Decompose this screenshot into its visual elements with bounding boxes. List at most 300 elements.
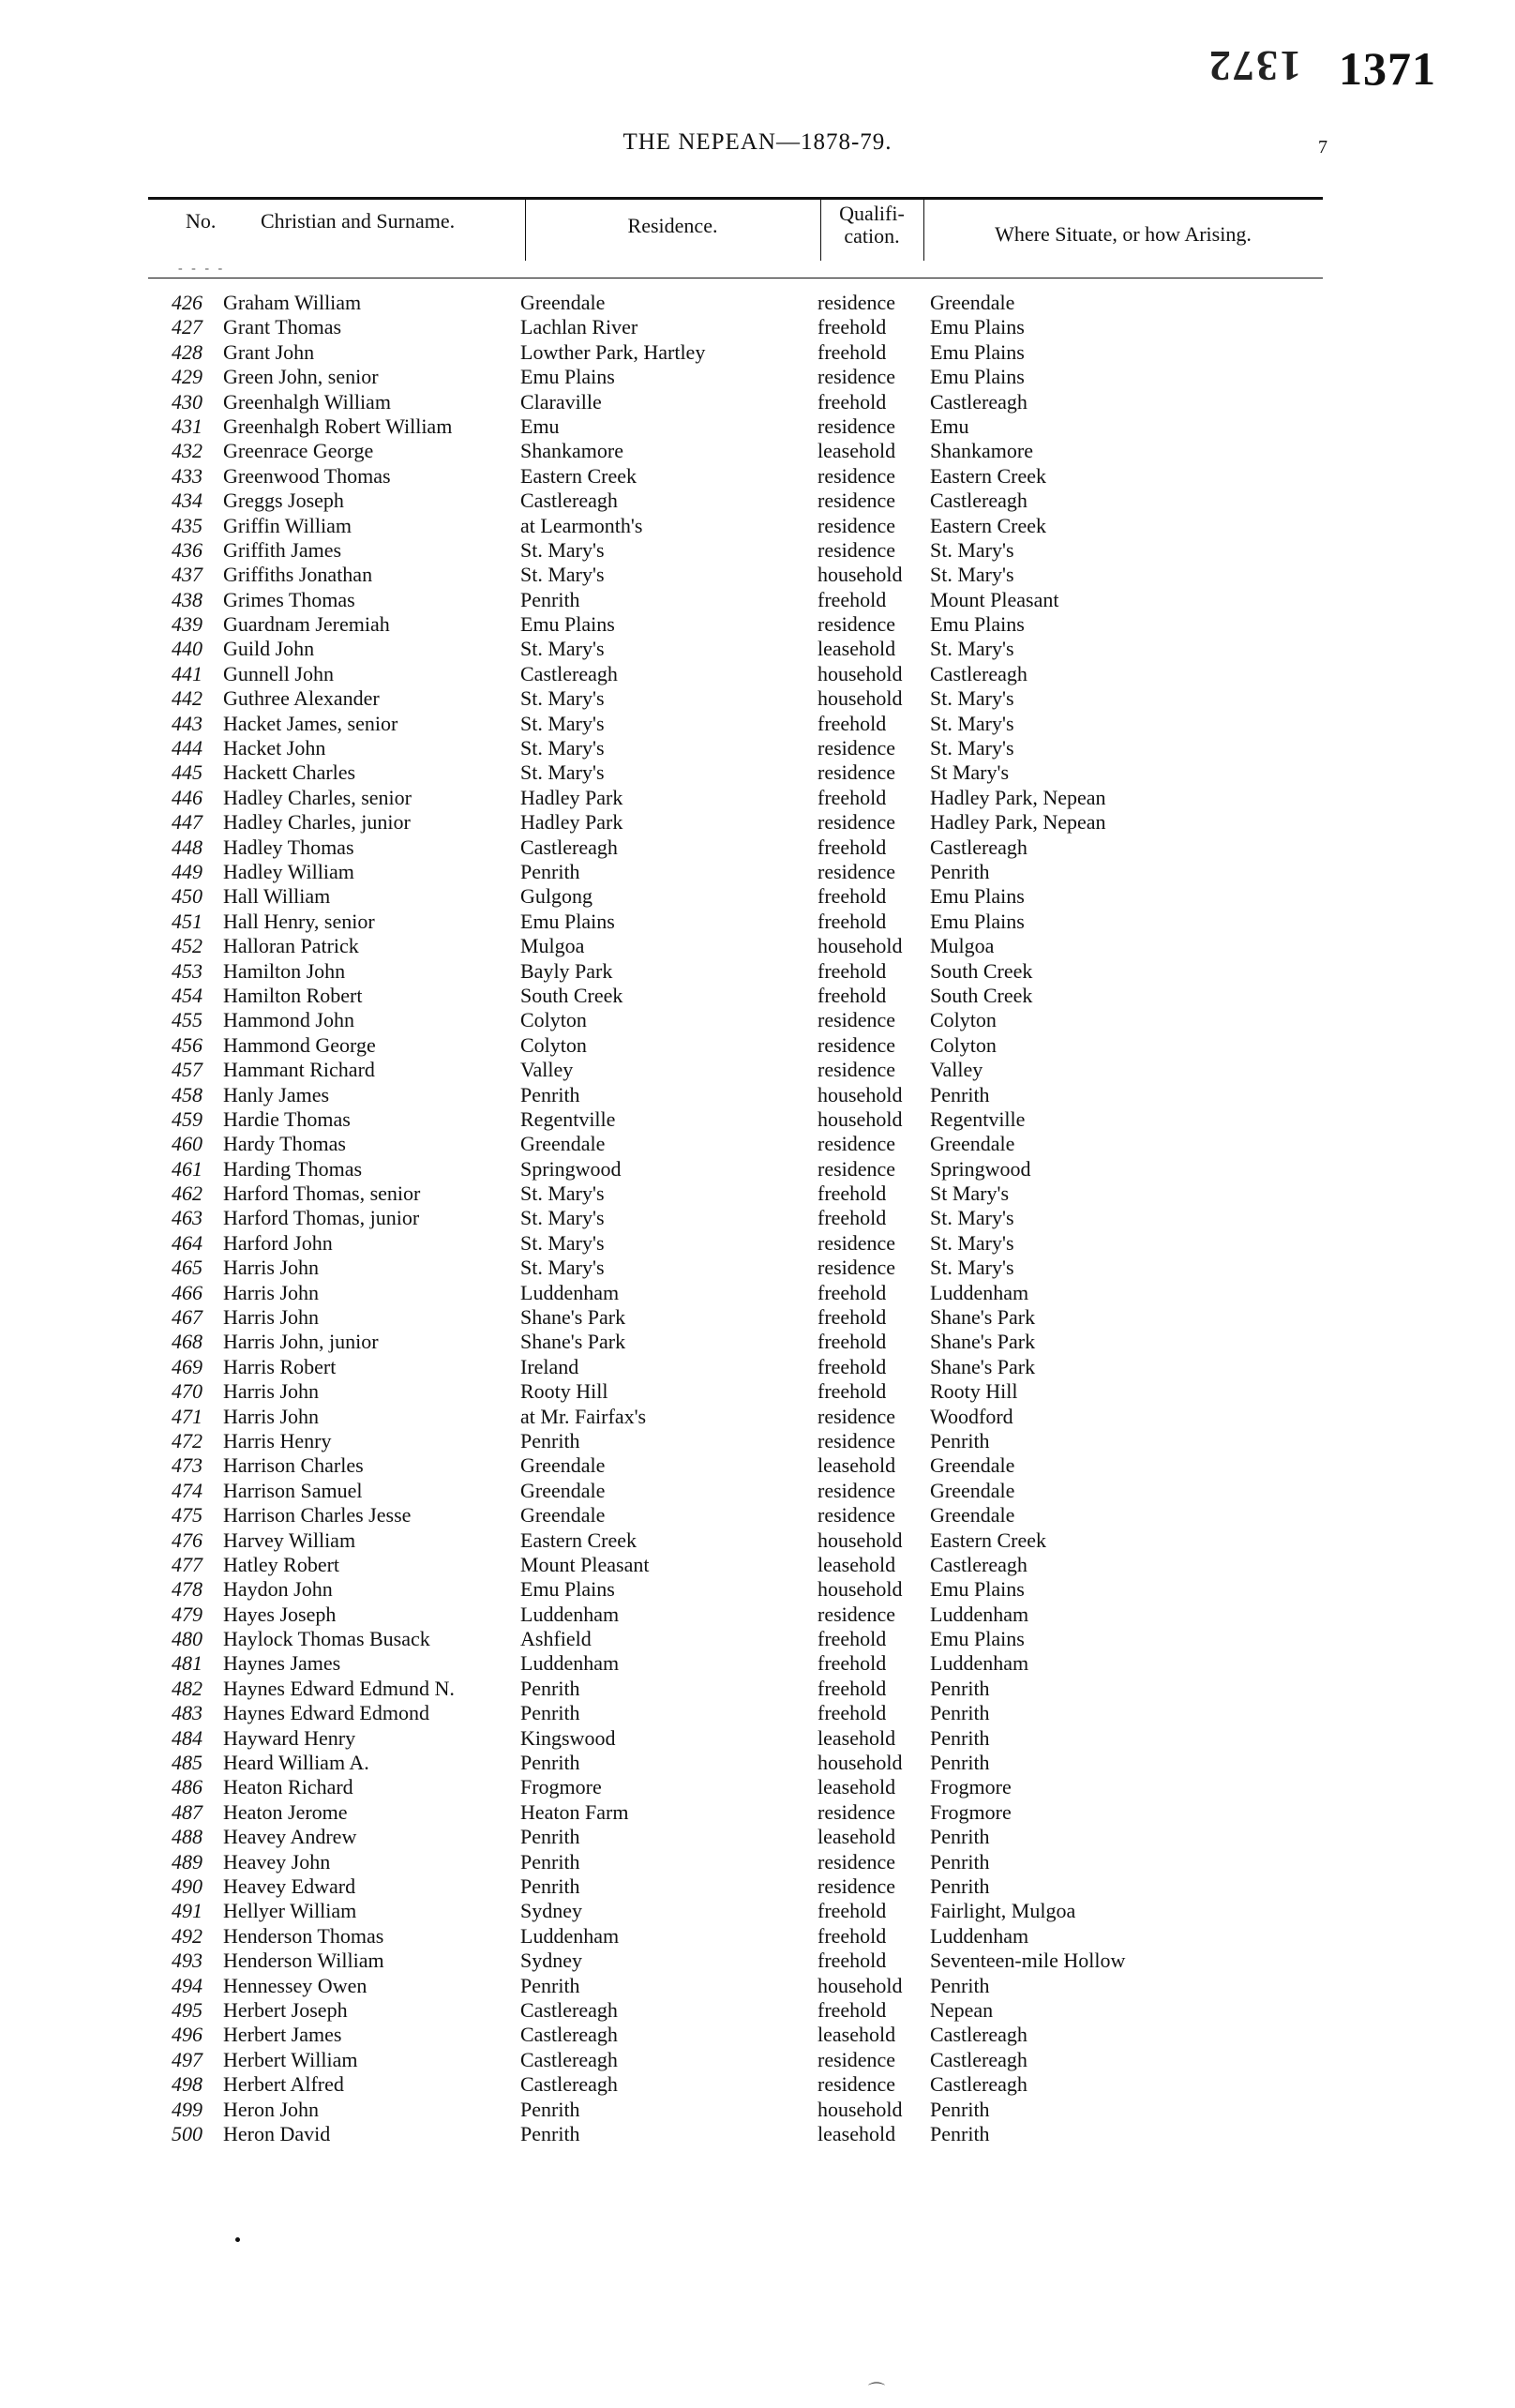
where-situate: South Creek [930,958,1033,983]
table-row [0,1775,1515,1799]
where-situate: St. Mary's [930,711,1014,735]
voter-name: Harford Thomas, junior [223,1206,420,1230]
qualification: residence [818,612,896,637]
residence: Emu [520,414,560,438]
where-situate: Castlereagh [930,1552,1028,1576]
table-row [0,1603,1515,1627]
voter-name: Guardnam Jeremiah [223,612,390,637]
voter-name: Harris John [223,1305,320,1330]
entry-number: 445 [172,760,202,785]
voter-name: Harris Henry [223,1428,332,1452]
where-situate: Penrith [930,1751,990,1775]
where-situate: Nepean [930,1997,994,2022]
electoral-roll-table [0,291,1515,2146]
residence: Greendale [520,291,606,314]
voter-name: Graham William [223,291,362,314]
residence: Hadley Park [520,810,623,835]
where-situate: St. Mary's [930,537,1014,562]
where-situate: Eastern Creek [930,513,1046,537]
voter-name: Harford Thomas, senior [223,1181,421,1206]
table-row [0,1677,1515,1701]
table-row [0,835,1515,860]
qualification: freehold [818,1354,887,1378]
table-row [0,538,1515,563]
qualification: freehold [818,1280,887,1304]
table-row [0,1701,1515,1725]
qualification: household [818,934,903,958]
voter-name: Heavey Andrew [223,1825,357,1849]
voter-name: Guthree Alexander [223,686,380,711]
voter-name: Henderson William [223,1949,384,1973]
table-row [0,1181,1515,1206]
where-situate: Seventeen-mile Hollow [930,1949,1126,1973]
voter-name: Griffiths Jonathan [223,563,373,587]
table-row [0,1256,1515,1280]
where-situate: Hadley Park, Nepean [930,810,1106,835]
qualification: residence [818,2072,896,2097]
qualification: residence [818,1132,896,1156]
voter-name: Herbert Joseph [223,1997,348,2022]
residence: St. Mary's [520,537,605,562]
voter-name: Harrison Charles Jesse [223,1503,412,1528]
residence: Emu Plains [520,365,615,389]
residence: Greendale [520,1478,606,1502]
where-situate: Castlereagh [930,2047,1028,2071]
qualification: freehold [818,339,887,364]
entry-number: 435 [172,513,202,537]
table-row [0,2072,1515,2097]
table-row [0,1083,1515,1107]
residence: Shankamore [520,439,623,463]
entry-number: 471 [172,1404,202,1428]
entry-number: 451 [172,909,202,933]
entry-number: 458 [172,1082,202,1106]
qualification: residence [818,810,896,835]
entry-number: 436 [172,537,202,562]
table-row [0,1998,1515,2023]
residence: Greendale [520,1453,606,1478]
where-situate: Mulgoa [930,934,995,958]
voter-name: Haylock Thomas Busack [223,1627,430,1651]
where-situate: St. Mary's [930,1206,1014,1230]
entry-number: 464 [172,1230,202,1255]
entry-number: 442 [172,686,202,711]
header-residence: Residence. [627,214,718,237]
residence: Castlereagh [520,2047,618,2071]
qualification: household [818,1577,903,1602]
table-row [0,1553,1515,1577]
voter-name: Hammant Richard [223,1058,375,1082]
voter-name: Hayes Joseph [223,1602,337,1626]
entry-number: 486 [172,1775,202,1799]
residence: Lachlan River [520,315,638,339]
entry-number: 477 [172,1552,202,1576]
table-row [0,414,1515,439]
residence: Bayly Park [520,958,613,983]
voter-name: Heavey John [223,1849,331,1874]
table-row [0,1874,1515,1899]
where-situate: Hadley Park, Nepean [930,785,1106,809]
qualification: residence [818,736,896,760]
header-qualification-line1: Qualifi- [839,202,905,225]
residence: Shane's Park [520,1305,626,1330]
where-situate: Penrith [930,2097,990,2121]
where-situate: St. Mary's [930,563,1014,587]
voter-name: Haynes Edward Edmond [223,1701,429,1725]
table-row [0,1627,1515,1651]
residence: Luddenham [520,1602,620,1626]
residence: at Learmonth's [520,513,643,537]
voter-name: Hanly James [223,1082,330,1106]
table-row [0,1751,1515,1775]
entry-number: 448 [172,835,202,859]
qualification: freehold [818,884,887,909]
entry-number: 434 [172,489,202,513]
header-where: Where Situate, or how Arising. [995,222,1252,246]
table-row [0,959,1515,984]
table-row [0,1405,1515,1429]
where-situate: Luddenham [930,1602,1029,1626]
entry-number: 474 [172,1478,202,1502]
residence: Castlereagh [520,2072,618,2097]
where-situate: Springwood [930,1156,1031,1181]
voter-name: Heaton Jerome [223,1799,348,1824]
table-row [0,1379,1515,1404]
voter-name: Hennessey Owen [223,1973,368,1997]
table-row [0,810,1515,835]
entry-number: 461 [172,1156,202,1181]
footer-mark: ⌒ [868,2382,885,2400]
table-row [0,1429,1515,1453]
entry-number: 475 [172,1503,202,1528]
voter-name: Hacket James, senior [223,711,398,735]
header-qualification-line2: cation. [844,224,900,248]
entry-number: 446 [172,785,202,809]
residence: Penrith [520,2121,580,2145]
entry-number: 444 [172,736,202,760]
qualification: freehold [818,1923,887,1948]
where-situate: Greendale [930,1503,1015,1528]
residence: Penrith [520,1874,580,1898]
residence: Sydney [520,1899,582,1923]
where-situate: Castlereagh [930,489,1028,513]
where-situate: Emu Plains [930,365,1025,389]
table-row [0,612,1515,637]
entry-number: 492 [172,1923,202,1948]
voter-name: Greenhalgh William [223,389,391,414]
entry-number: 460 [172,1132,202,1156]
qualification: household [818,1973,903,1997]
qualification: leasehold [818,1775,896,1799]
qualification: freehold [818,587,887,611]
residence: Penrith [520,859,580,883]
where-situate: Frogmore [930,1799,1012,1824]
qualification: freehold [818,1701,887,1725]
table-row [0,439,1515,463]
residence: Penrith [520,1676,580,1700]
header-qualification [820,203,923,248]
table-row [0,637,1515,661]
table-row [0,1479,1515,1503]
residence: Luddenham [520,1280,620,1304]
table-row [0,588,1515,612]
header-dashes: - - - - [178,262,226,276]
residence: Mulgoa [520,934,585,958]
residence: St. Mary's [520,686,605,711]
entry-number: 469 [172,1354,202,1378]
entry-number: 499 [172,2097,202,2121]
where-situate: Valley [930,1058,983,1082]
qualification: residence [818,1230,896,1255]
voter-name: Grant John [223,339,315,364]
voter-name: Hall Henry, senior [223,909,375,933]
table-row [0,1330,1515,1354]
table-row [0,1949,1515,1973]
where-situate: Penrith [930,859,990,883]
residence: Emu Plains [520,612,615,637]
residence: Penrith [520,1849,580,1874]
residence: Penrith [520,1825,580,1849]
voter-name: Heron David [223,2121,331,2145]
qualification: residence [818,1428,896,1452]
where-situate: Greendale [930,1453,1015,1478]
where-situate: Shankamore [930,439,1033,463]
residence: Hadley Park [520,785,623,809]
table-row [0,1899,1515,1923]
qualification: freehold [818,711,887,735]
qualification: household [818,1106,903,1131]
residence: Penrith [520,1751,580,1775]
voter-name: Hardie Thomas [223,1106,351,1131]
table-row [0,340,1515,365]
table-row [0,365,1515,389]
residence: Shane's Park [520,1330,626,1354]
where-situate: Emu [930,414,969,438]
voter-name: Greggs Joseph [223,489,344,513]
residence: St. Mary's [520,1181,605,1206]
table-row [0,2122,1515,2146]
voter-name: Harrison Charles [223,1453,364,1478]
where-situate: Emu Plains [930,612,1025,637]
residence: Rooty Hill [520,1379,608,1404]
table-row [0,489,1515,513]
voter-name: Haynes James [223,1651,341,1676]
entry-number: 493 [172,1949,202,1973]
residence: Eastern Creek [520,1528,637,1552]
qualification: residence [818,859,896,883]
where-situate: Penrith [930,1849,990,1874]
page-title: THE NEPEAN—1878-79. [622,129,892,155]
voter-name: Harris John [223,1256,320,1280]
residence: Ireland [520,1354,579,1378]
qualification: leasehold [818,2023,896,2047]
qualification: freehold [818,1676,887,1700]
residence: Gulgong [520,884,592,909]
entry-number: 468 [172,1330,202,1354]
where-situate: Penrith [930,1725,990,1750]
qualification: freehold [818,785,887,809]
where-situate: St. Mary's [930,1230,1014,1255]
where-situate: Greendale [930,1132,1015,1156]
entry-number: 433 [172,463,202,488]
qualification: household [818,686,903,711]
where-situate: Woodford [930,1404,1013,1428]
voter-name: Hall William [223,884,331,909]
entry-number: 439 [172,612,202,637]
entry-number: 429 [172,365,202,389]
entry-number: 473 [172,1453,202,1478]
qualification: residence [818,1058,896,1082]
entry-number: 478 [172,1577,202,1602]
qualification: residence [818,1799,896,1824]
residence: Castlereagh [520,489,618,513]
where-situate: Castlereagh [930,2023,1028,2047]
entry-number: 483 [172,1701,202,1725]
residence: Penrith [520,2097,580,2121]
entry-number: 489 [172,1849,202,1874]
corner-mark: 7 [1318,137,1328,158]
residence: Mount Pleasant [520,1552,650,1576]
residence: St. Mary's [520,760,605,785]
entry-number: 488 [172,1825,202,1849]
qualification: residence [818,760,896,785]
where-situate: Penrith [930,1825,990,1849]
voter-name: Harris John [223,1379,320,1404]
residence: St. Mary's [520,637,605,661]
entry-number: 494 [172,1973,202,1997]
residence: Lowther Park, Hartley [520,339,706,364]
residence: Greendale [520,1132,606,1156]
voter-name: Griffith James [223,537,342,562]
residence: Sydney [520,1949,582,1973]
entry-number: 500 [172,2121,202,2145]
residence: St. Mary's [520,1206,605,1230]
residence: St. Mary's [520,711,605,735]
qualification: residence [818,414,896,438]
qualification: residence [818,1478,896,1502]
table-row [0,1726,1515,1751]
qualification: residence [818,463,896,488]
voter-name: Hayward Henry [223,1725,356,1750]
entry-number: 476 [172,1528,202,1552]
entry-number: 449 [172,859,202,883]
entry-number: 437 [172,563,202,587]
where-situate: Frogmore [930,1775,1012,1799]
entry-number: 441 [172,661,202,685]
voter-name: Hellyer William [223,1899,357,1923]
entry-number: 485 [172,1751,202,1775]
voter-name: Heaton Richard [223,1775,353,1799]
where-situate: Rooty Hill [930,1379,1018,1404]
voter-name: Harris John, junior [223,1330,379,1354]
voter-name: Harvey William [223,1528,356,1552]
qualification: residence [818,1602,896,1626]
residence: Eastern Creek [520,463,637,488]
qualification: residence [818,1849,896,1874]
qualification: freehold [818,389,887,414]
voter-name: Grant Thomas [223,315,342,339]
table-row [0,1058,1515,1082]
table-row [0,1231,1515,1256]
qualification: household [818,563,903,587]
qualification: freehold [818,1627,887,1651]
page-number: 1371 [1339,42,1436,95]
qualification: freehold [818,1206,887,1230]
table-row [0,934,1515,958]
where-situate: Colyton [930,1008,997,1032]
table-row [0,1453,1515,1478]
where-situate: Greendale [930,291,1015,314]
entry-number: 496 [172,2023,202,2047]
table-row [0,1355,1515,1379]
where-situate: Luddenham [930,1923,1029,1948]
where-situate: Emu Plains [930,909,1025,933]
qualification: freehold [818,315,887,339]
where-situate: Penrith [930,1676,990,1700]
where-situate: Emu Plains [930,1577,1025,1602]
residence: Ashfield [520,1627,592,1651]
table-row [0,686,1515,711]
table-row [0,984,1515,1008]
voter-name: Herbert William [223,2047,358,2071]
qualification: residence [818,2047,896,2071]
entry-number: 491 [172,1899,202,1923]
residence: St. Mary's [520,1230,605,1255]
qualification: leasehold [818,1453,896,1478]
entry-number: 490 [172,1874,202,1898]
voter-name: Halloran Patrick [223,934,359,958]
entry-number: 462 [172,1181,202,1206]
residence: Emu Plains [520,1577,615,1602]
qualification: residence [818,1156,896,1181]
residence: Castlereagh [520,2023,618,2047]
qualification: leasehold [818,2121,896,2145]
table-row [0,2023,1515,2047]
entry-number: 427 [172,315,202,339]
qualification: freehold [818,1379,887,1404]
voter-name: Grimes Thomas [223,587,355,611]
entry-number: 484 [172,1725,202,1750]
entry-number: 450 [172,884,202,909]
residence: Castlereagh [520,1997,618,2022]
voter-name: Hadley Charles, senior [223,785,412,809]
voter-name: Guild John [223,637,315,661]
qualification: freehold [818,1651,887,1676]
qualification: household [818,1751,903,1775]
residence: South Creek [520,983,623,1007]
where-situate: Penrith [930,1701,990,1725]
qualification: freehold [818,909,887,933]
where-situate: St. Mary's [930,1256,1014,1280]
table-row [0,1850,1515,1874]
voter-name: Haydon John [223,1577,333,1602]
voter-name: Harford John [223,1230,333,1255]
entry-number: 457 [172,1058,202,1082]
qualification: freehold [818,983,887,1007]
voter-name: Heard William A. [223,1751,369,1775]
voter-name: Herbert Alfred [223,2072,344,2097]
qualification: residence [818,513,896,537]
voter-name: Gunnell John [223,661,334,685]
voter-name: Hacket John [223,736,326,760]
voter-name: Hadley Charles, junior [223,810,411,835]
where-situate: St. Mary's [930,736,1014,760]
qualification: leasehold [818,439,896,463]
where-situate: Penrith [930,1973,990,1997]
table-row [0,1157,1515,1181]
entry-number: 431 [172,414,202,438]
entry-number: 455 [172,1008,202,1032]
